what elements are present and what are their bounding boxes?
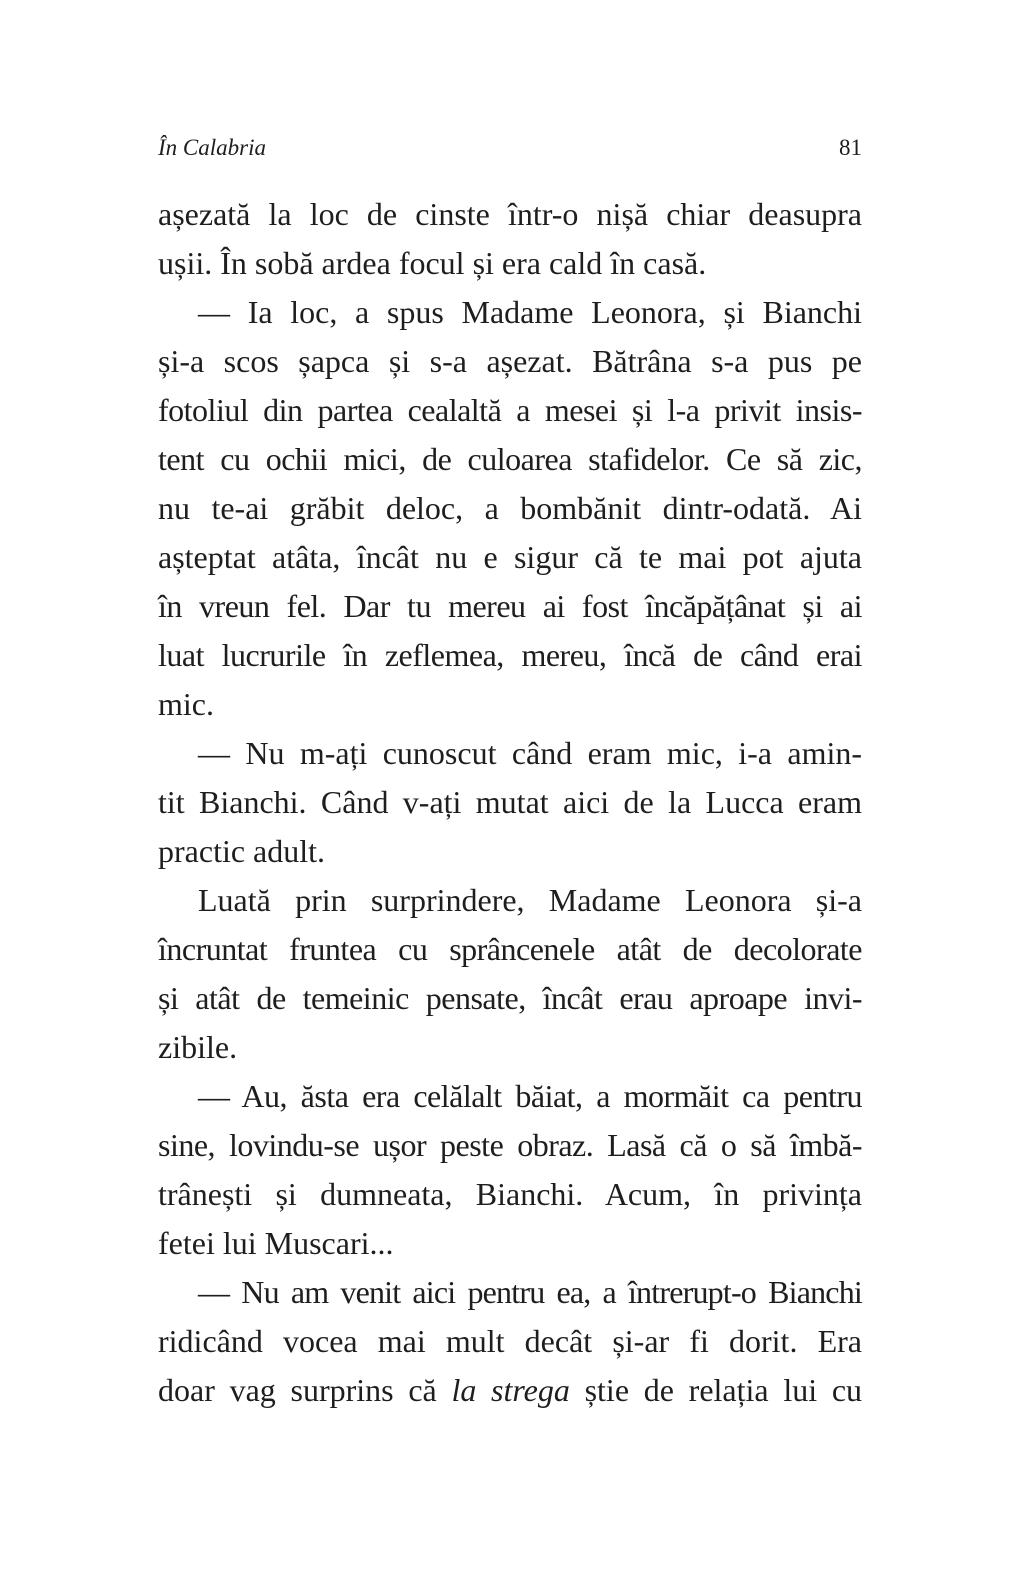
text-line-1: așezată la loc de cinste într-o nișă chiar deasupra — [158, 196, 862, 232]
text-line-25-start: doar vag surprins că — [158, 1372, 452, 1408]
text-line-11: mic. — [158, 686, 214, 722]
text-line-9: în vreun fel. Dar tu mereu ai fost încăpățânat și ai — [158, 588, 862, 624]
text-line-4: și-a scos șapca și s-a așezat. Bătrâna s-a pus pe — [158, 343, 862, 379]
text-line-12: — Nu m-ați cunoscut când eram mic, i-a amin- — [198, 735, 862, 771]
text-line-19: — Au, ăsta era celălalt băiat, a mormăit ca pentru — [198, 1078, 862, 1114]
running-head — [158, 132, 862, 164]
text-line-25-end: știe de relația lui cu — [569, 1372, 863, 1408]
text-line-16: încruntat fruntea cu sprâncenele atât de decolorate — [158, 931, 862, 967]
italic-phrase: la strega — [451, 1372, 570, 1408]
text-line-2: ușii. În sobă ardea focul și era cald în casă. — [158, 245, 707, 281]
text-line-17: și atât de temeinic pensate, încât erau aproape invi- — [158, 980, 862, 1016]
text-line-14: practic adult. — [158, 833, 326, 869]
page-number: 81 — [839, 135, 862, 160]
text-line-22: fetei lui Muscari... — [158, 1225, 394, 1261]
text-line-3: — Ia loc, a spus Madame Leonora, și Bianchi — [198, 294, 862, 330]
text-line-23: — Nu am venit aici pentru ea, a întrerupt-o Bianchi — [198, 1274, 862, 1310]
text-line-13: tit Bianchi. Când v-ați mutat aici de la Lucca eram — [158, 784, 862, 820]
text-line-20: sine, lovindu-se ușor peste obraz. Lasă că o să îmbă- — [158, 1127, 862, 1163]
text-line-8: așteptat atâta, încât nu e sigur că te mai pot ajuta — [158, 539, 862, 575]
text-line-25 — [158, 1366, 862, 1415]
text-line-24: ridicând vocea mai mult decât și-ar fi dorit. Era — [158, 1323, 862, 1359]
body-text — [158, 190, 862, 1415]
text-line-21: trânești și dumneata, Bianchi. Acum, în privința — [158, 1176, 862, 1212]
text-line-18: zibile. — [158, 1029, 238, 1065]
text-line-10: luat lucrurile în zeflemea, mereu, încă de când erai — [158, 637, 862, 673]
running-title: În Calabria — [158, 135, 266, 160]
text-line-5: fotoliul din partea cealaltă a mesei și l-a privit insis- — [158, 392, 862, 428]
text-line-15: Luată prin surprindere, Madame Leonora și-a — [198, 882, 862, 918]
text-line-6: tent cu ochii mici, de culoarea stafidelor. Ce să zic, — [158, 441, 862, 477]
text-line-7: nu te-ai grăbit deloc, a bombănit dintr-odată. Ai — [158, 490, 862, 526]
